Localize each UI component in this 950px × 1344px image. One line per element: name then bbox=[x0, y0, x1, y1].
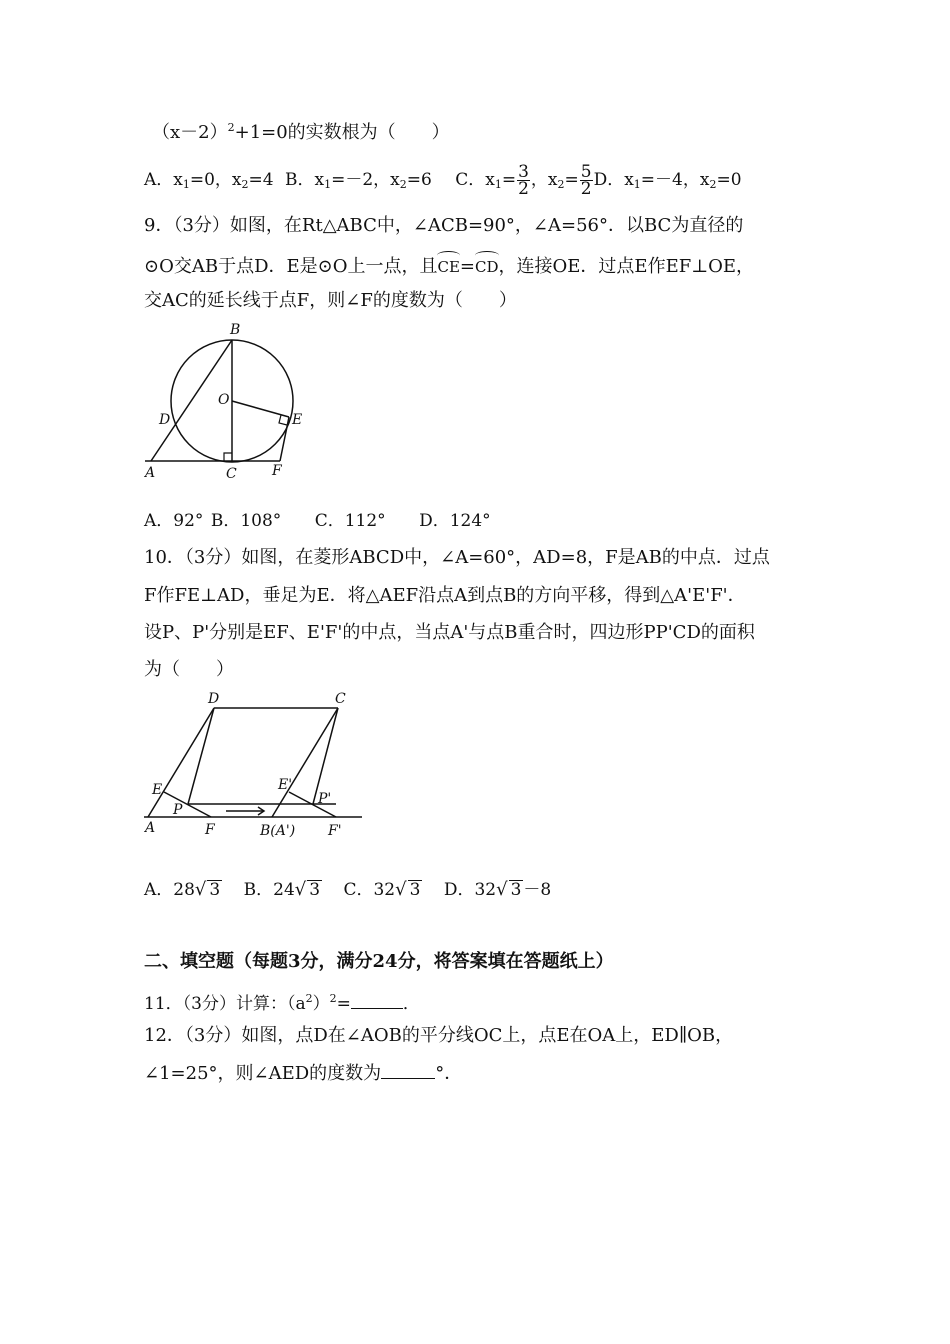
q12-line2: ∠1=25°，则∠AED的度数为 °． bbox=[144, 1063, 463, 1084]
label-f: F bbox=[272, 463, 282, 479]
label-e-prime: E' bbox=[278, 777, 293, 793]
q8-stem: $(x-2)^2+1=0$的实数根为（ ） bbox=[152, 121, 450, 143]
q10-option-b: B．24√ 3 bbox=[243, 879, 321, 900]
q9-options bbox=[144, 509, 491, 533]
label-f-prime: F' bbox=[328, 823, 342, 839]
q8-option-a: A．$x_1=0$，$x_2=4$ bbox=[144, 170, 274, 191]
label-c: C bbox=[335, 691, 346, 707]
label-f: F bbox=[205, 822, 215, 838]
q10-line1: 10．（3分）如图，在菱形ABCD中，∠A=60°，AD=8，F是AB的中点．过点 bbox=[144, 547, 770, 568]
answer-blank[interactable] bbox=[381, 1078, 435, 1079]
segment-oe bbox=[232, 401, 289, 417]
q8-options bbox=[144, 164, 742, 197]
q10-option-c: C．32√ 3 bbox=[343, 879, 421, 900]
label-p: P bbox=[173, 802, 183, 818]
label-e: E bbox=[292, 412, 303, 428]
q9-option-d: D．124° bbox=[419, 511, 491, 531]
q12-line1: 12．（3分）如图，点D在∠AOB的平分线OC上，点E在OA上，ED∥OB， bbox=[144, 1025, 734, 1046]
fraction-3-2: $\frac{3}{2}$ bbox=[518, 162, 529, 199]
q9-line2: ⊙O交AB于点D．E是⊙O上一点，且CE=CD，连接OE．过点E作EF⊥OE， bbox=[144, 251, 754, 279]
fraction-5-2: $\frac{5}{2}$ bbox=[580, 162, 592, 199]
label-a: A bbox=[145, 820, 156, 836]
q9-option-c: C．112° bbox=[314, 511, 386, 531]
q11-line: 11．（3分）计算：$(a^2)^2=$ ． bbox=[144, 992, 420, 1014]
arc-cd: CD bbox=[475, 251, 499, 279]
label-p-prime: P' bbox=[318, 791, 332, 807]
label-b-a-prime: B(A') bbox=[260, 823, 296, 839]
q10-option-a: A．28√ 3 bbox=[144, 879, 221, 900]
label-d: D bbox=[208, 691, 220, 707]
arc-ce: CE bbox=[437, 251, 459, 279]
section-title: 二、填空题（每题3分，满分24分，将答案填在答题纸上） bbox=[144, 951, 614, 972]
q8-option-c: C．$x_1=$ $\frac{3}{2}$ ，$x_2=$ $\frac{5}{2}$ bbox=[455, 162, 592, 199]
label-o: O bbox=[218, 392, 230, 408]
q10-options bbox=[144, 878, 551, 902]
q9-line1: 9．（3分）如图，在Rt△ABC中，∠ACB=90°，∠A=56°．以BC为直径的 bbox=[144, 215, 744, 236]
label-a: A bbox=[145, 465, 156, 481]
label-e: E bbox=[152, 782, 163, 798]
q10-line2: F作FE⊥AD，垂足为E．将△AEF沿点A到点B的方向平移，得到△A'E'F'． bbox=[144, 585, 746, 606]
label-d: D bbox=[159, 412, 171, 428]
q10-option-d: D．32√ 3 －8 bbox=[443, 879, 552, 900]
q10-line4: 为（ ） bbox=[144, 659, 234, 680]
label-c: C bbox=[226, 466, 237, 482]
q8-option-b: B．$x_1=-2$，$x_2=6$ bbox=[285, 170, 432, 191]
q9-option-a: A．92° bbox=[144, 511, 204, 531]
q9-figure bbox=[140, 318, 320, 483]
q8-option-d: D．$x_1=-4$，$x_2=0$ bbox=[593, 170, 742, 191]
right-angle-c bbox=[224, 453, 232, 461]
segment-cp2 bbox=[313, 708, 338, 804]
q10-line3: 设P、P'分别是EF、E'F'的中点，当点A'与点B重合时，四边形PP'CD的面积 bbox=[144, 622, 755, 643]
label-b: B bbox=[230, 322, 241, 338]
q9-option-b: B．108° bbox=[210, 511, 282, 531]
q9-line3: 交AC的延长线于点F，则∠F的度数为（ ） bbox=[144, 290, 517, 311]
answer-blank[interactable] bbox=[351, 1008, 403, 1009]
segment-dp bbox=[188, 708, 214, 804]
q10-figure bbox=[140, 686, 370, 846]
